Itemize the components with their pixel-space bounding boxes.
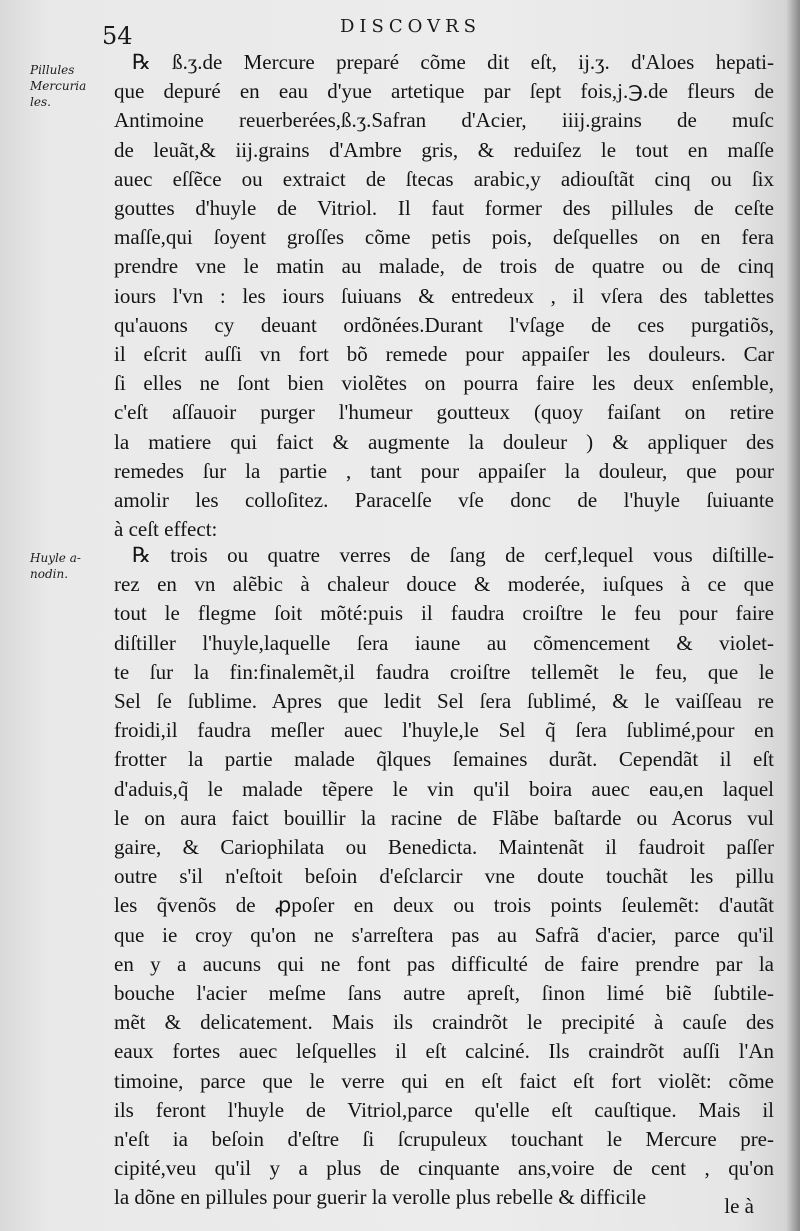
paragraph-recipe-oil xyxy=(114,541,774,1213)
text-line: qu'auons cy deuant ordõnées.Durant l'vſage de ces purgatiõs, xyxy=(114,312,774,337)
text-line: remedes ſur la partie , tant pour appaiſer la douleur, que pour xyxy=(114,458,774,483)
text-line: outre s'il n'eſtoit beſoin d'eſclarcir vne doute touchãt les pillu xyxy=(114,864,774,889)
text-line: que depuré en eau d'yue artetique par ſept fois,j.℈.de fleurs de xyxy=(114,79,774,104)
text-line: n'eſt ia beſoin d'eſtre ſi ſcrupuleux touchant le Mercure pre- xyxy=(114,1127,774,1152)
text-line: le on aura faict bouillir la racine de Flãbe baſtarde ou Acorus vul xyxy=(114,805,774,830)
text-line: prendre vne le matin au malade, de trois de quatre ou de cinq xyxy=(114,254,774,279)
running-title: DISCOVRS xyxy=(340,16,481,37)
text-line: maſſe,qui ſoyent groſſes cõme petis pois, deſquelles on en fera xyxy=(114,225,774,250)
text-line: c'eſt aſſauoir purger l'humeur goutteux (quoy faiſant on retire xyxy=(114,400,774,425)
text-line: mẽt & delicatement. Mais ils craindrõt le precipité à cauſe des xyxy=(114,1010,774,1035)
margin-note-pillules: Pillules Mercuria les. xyxy=(30,63,87,109)
text-line: que ie croy qu'on ne s'arreſtera pas au Safrã d'acier, parce qu'il xyxy=(114,922,774,947)
text-line: de leuãt,& iij.grains d'Ambre gris, & reduiſez le tout en maſſe xyxy=(114,137,774,162)
text-line: la dõne en pillules pour guerir la verolle plus rebelle & difficile xyxy=(114,1185,647,1210)
page-number: 54 xyxy=(102,22,133,50)
text-line: iours l'vn : les iours ſuiuans & entredeux , il vſera des tablettes xyxy=(114,283,774,308)
text-line: eaux fortes auec leſquelles il eſt calciné. Ils craindrõt auſſi l'An xyxy=(114,1039,774,1064)
text-line: ℞ trois ou quatre verres de ſang de cerf,lequel vous diſtille- xyxy=(132,543,774,567)
text-line: bouche l'acier meſme ſans autre apreſt, ſinon limé biẽ ſubtile- xyxy=(114,981,774,1006)
text-line: ℞ ß.ʒ.de Mercure preparé cõme dit eſt, ij.ʒ. d'Aloes hepati- xyxy=(132,50,774,74)
text-line: diſtiller l'huyle,laquelle ſera iaune au cõmencement & violet- xyxy=(114,630,774,655)
text-line: cipité,veu qu'il y a plus de cinquante ans,voire de cent , qu'on xyxy=(114,1156,774,1181)
catchword: le à xyxy=(724,1194,754,1218)
text-line: froidi,il faudra meſler auec l'huyle,le Sel q̃ ſera ſublimé,pour en xyxy=(114,718,774,743)
text-line: timoine, parce que le verre qui en eſt faict eſt fort violẽt: cõme xyxy=(114,1068,774,1093)
text-line: te ſur la fin:finalemẽt,il faudra croiſtre tellemẽt le feu, que le xyxy=(114,659,774,684)
text-line: à ceſt effect: xyxy=(114,517,218,542)
text-line: ſi elles ne ſont bien violẽtes on pourra faire les deux enſemble, xyxy=(114,371,774,396)
text-line: d'aduis,q̃ le malade tẽpere le vin qu'il boira auec eau,en laquel xyxy=(114,776,774,801)
text-line: la matiere qui faict & augmente la douleur ) & appliquer des xyxy=(114,429,774,454)
text-line: gaire, & Cariophilata ou Benedicta. Maintenãt il faudroit paſſer xyxy=(114,835,774,860)
text-line: Sel ſe ſublime. Apres que ledit Sel ſera ſublimé, & le vaiſſeau re xyxy=(114,689,774,714)
paragraph-recipe-pills xyxy=(114,48,774,544)
text-line: amolir les colloſitez. Paracelſe vſe donc de l'huyle ſuiuante xyxy=(114,488,774,513)
text-line: les q̃venõs de ꝓpoſer en deux ou trois points ſeulemẽt: d'autãt xyxy=(114,893,774,918)
text-line: gouttes d'huyle de Vitriol. Il faut former des pillules de ceſte xyxy=(114,196,774,221)
text-line: en y a aucuns qui ne font pas difficulté de faire prendre par la xyxy=(114,951,774,976)
text-line: ils feront l'huyle de Vitriol,parce qu'elle eſt cauſtique. Mais il xyxy=(114,1097,774,1122)
text-line: frotter la partie malade q̃lques ſemaines durãt. Cependãt il eſt xyxy=(114,747,774,772)
text-line: il eſcrit auſſi vn fort bõ remede pour appaiſer les douleurs. Car xyxy=(114,342,774,367)
binding-shadow xyxy=(786,0,800,1231)
margin-note-huyle: Huyle a- nodin. xyxy=(30,551,81,581)
text-line: Antimoine reuerberées,ß.ʒ.Safran d'Acier, iiij.grains de muſc xyxy=(114,108,774,133)
text-line: auec eſſẽce ou extraict de ſtecas arabic,y adiouſtãt cinq ou ſix xyxy=(114,166,774,191)
text-line: tout le flegme ſoit mõté:puis il faudra croiſtre le feu pour faire xyxy=(114,601,774,626)
text-line: rez en vn alẽbic à chaleur douce & moderée, iuſques à ce que xyxy=(114,572,774,597)
